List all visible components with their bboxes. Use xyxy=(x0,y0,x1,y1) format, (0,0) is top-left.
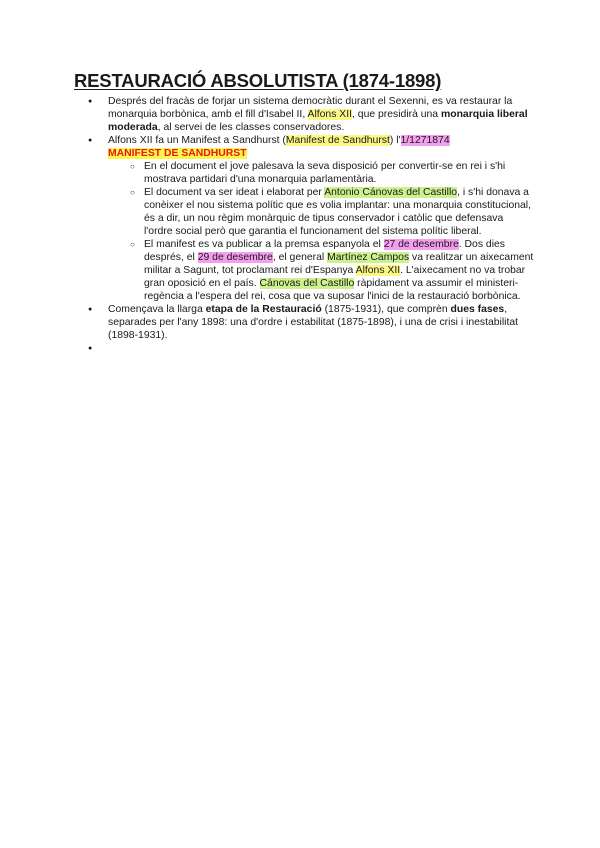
text: Alfons XII fa un Manifest a Sandhurst ( xyxy=(108,135,286,146)
bold-term: etapa de la Restauració xyxy=(205,304,322,315)
sub-bullet-list xyxy=(108,160,534,303)
text: . Dos dies després, el xyxy=(144,239,505,263)
text: En el document el jove palesava la seva disposició per convertir-se en rei i s'hi mostrava partidari d'una monarquia parlamentària. xyxy=(144,161,506,185)
bold-term: monarquia liberal moderada xyxy=(108,109,528,133)
highlight-date: 27 de desembre xyxy=(383,239,459,250)
highlight-date: 1/1271874 xyxy=(400,135,450,146)
sub-list-item xyxy=(108,160,534,186)
text: ) l' xyxy=(389,135,401,146)
text: El document va ser ideat i elaborat per xyxy=(144,187,325,198)
text: El manifest es va publicar a la premsa espanyola el xyxy=(144,239,384,250)
highlight-canovas: Cánovas del Castillo xyxy=(259,278,355,289)
highlight-martinez-campos: Martínez Campos xyxy=(327,252,410,263)
highlight-alfons-xii: Alfons XII xyxy=(307,109,353,120)
empty-list-item[interactable] xyxy=(74,342,534,355)
main-bullet-list xyxy=(74,95,534,355)
highlight-canovas: Antonio Cánovas del Castillo xyxy=(324,187,458,198)
highlight-manifest: Manifest de Sandhurst xyxy=(285,135,390,146)
text: , el general xyxy=(272,252,328,263)
highlight-date: 29 de desembre xyxy=(197,252,273,263)
text: , i s'hi donava a conèixer el nou sistema polític que es volia implantar: una monarquia constitucional, és a dir, un nou règim monàrquic de tipus conservador i catòlic que defensava l'ordre social però que garantia el funcionament del sistema polític liberal. xyxy=(144,187,531,237)
bold-term: dues fases xyxy=(450,304,505,315)
text: va realitzar un aixecament militar a Sagunt, tot proclamant rei d'Espanya xyxy=(144,252,534,276)
text: Començava la llarga xyxy=(108,304,206,315)
text: (1875-1931), que comprèn xyxy=(321,304,451,315)
highlight-manifest-heading: MANIFEST DE SANDHURST xyxy=(108,148,247,159)
sub-list-item xyxy=(108,186,534,238)
highlight-alfons-xii: Alfons XII xyxy=(355,265,401,276)
page-title: RESTAURACIÓ ABSOLUTISTA (1874-1898) xyxy=(74,70,442,91)
text: , al servei de les classes conservadores. xyxy=(157,122,345,133)
text: , separades per l'any 1898: una d'ordre i estabilitat (1875-1898), i una de crisi i inestabilitat (1898-1931). xyxy=(108,304,519,341)
text: ràpidament va assumir el ministeri-regència a l'espera del rei, cosa que va suposar l'inici de la restauració borbònica. xyxy=(144,278,521,302)
list-item xyxy=(74,134,534,303)
list-item xyxy=(74,303,534,342)
sub-list-item xyxy=(108,238,534,303)
text: . L'aixecament no va trobar gran oposició en el país. xyxy=(144,265,526,289)
text: Després del fracàs de forjar un sistema democràtic durant el Sexenni, es va restaurar la monarquia borbònica, amb el fill d'Isabel II, xyxy=(108,96,513,120)
text: , que presidirà una xyxy=(352,109,441,120)
list-item xyxy=(74,95,534,134)
